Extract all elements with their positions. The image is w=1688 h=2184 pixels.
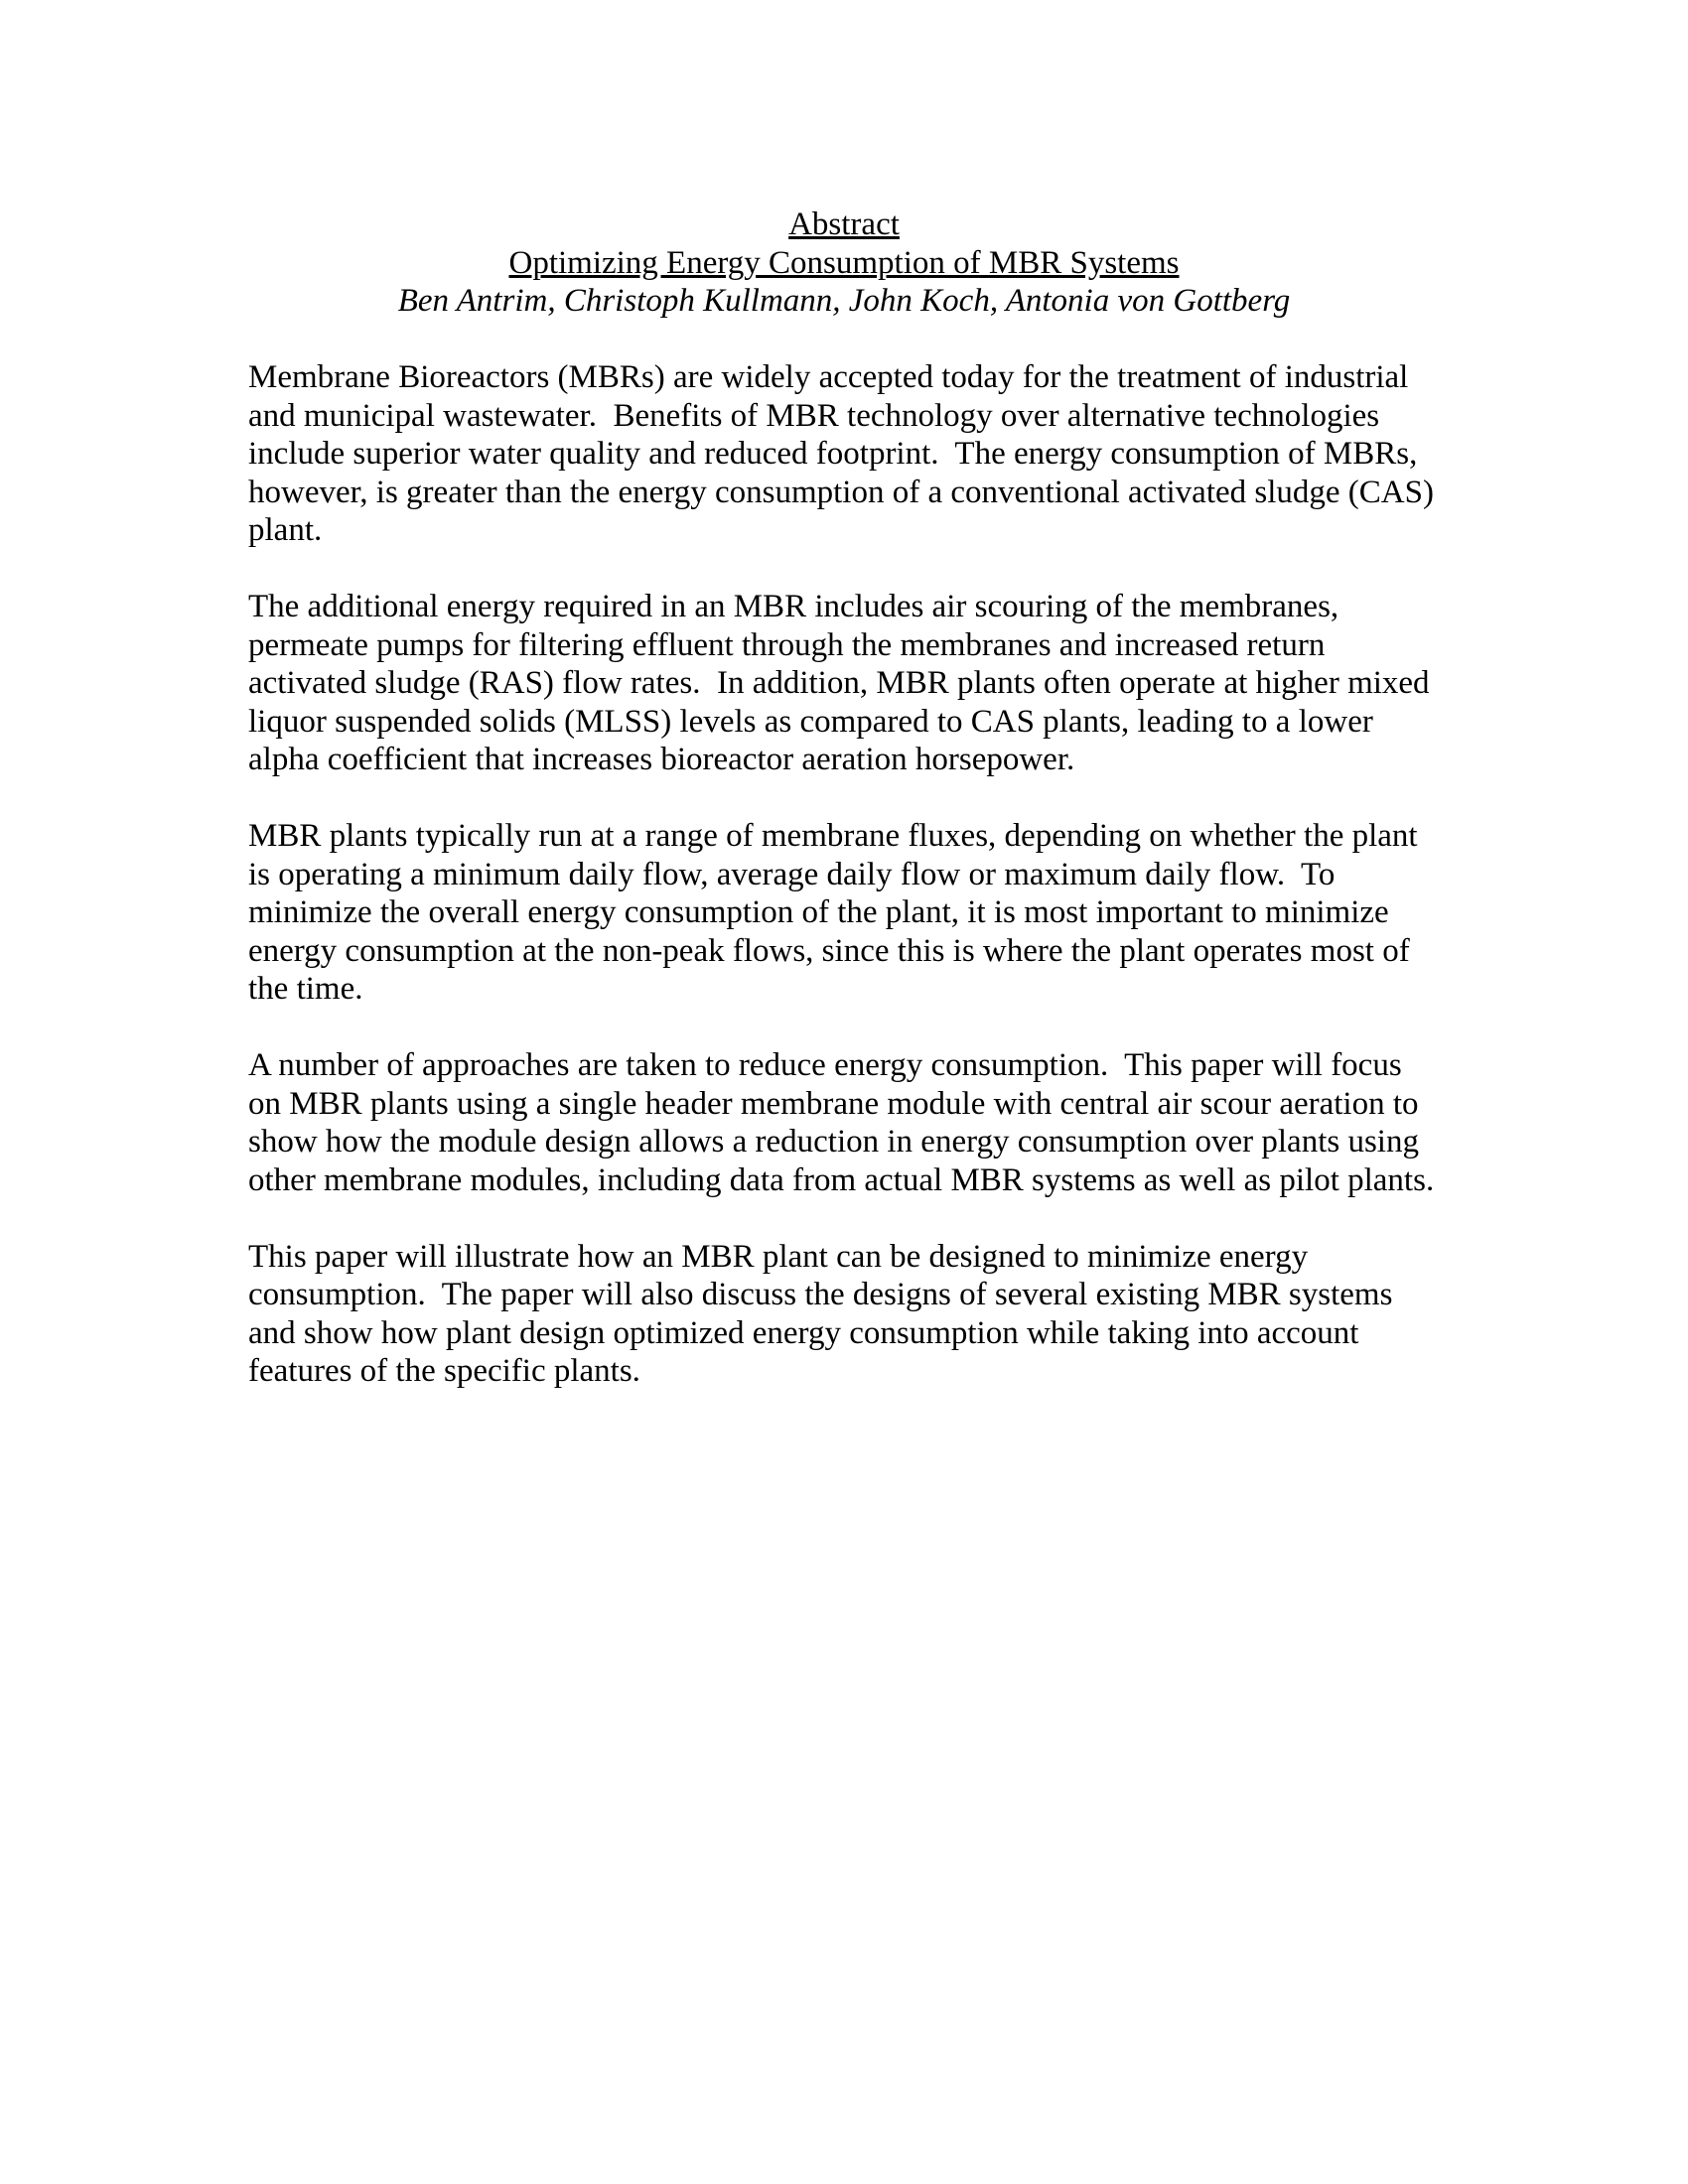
paragraph-2: The additional energy required in an MBR includes air scouring of the membranes, permeate pumps for filtering effluent through the membranes and increased return activated sludge (RAS) flow rates. In addition, MBR plants often operate at higher mixed liquor suspended solids (MLSS) levels as compared to CAS plants, leading to a lower alpha coefficient that increases bioreactor aeration horsepower. [248,589,1438,777]
section-label: Abstract [788,206,900,242]
paragraph-4: A number of approaches are taken to reduce energy consumption. This paper will focus on MBR plants using a single header membrane module with central air scour aeration to show how the module design allows a reduction in energy consumption over plants using other membrane modules, including data from actual MBR systems as well as pilot plants. [248,1047,1435,1198]
abstract-body [248,358,1443,1391]
paragraph-5: This paper will illustrate how an MBR plant can be designed to minimize energy consumption. The paper will also discuss the designs of several existing MBR systems and show how plant design optimized energy consumption while taking into account features of the specific plants. [248,1238,1401,1389]
paragraph-1: Membrane Bioreactors (MBRs) are widely accepted today for the treatment of industrial and municipal wastewater. Benefits of MBR technology over alternative technologies include superior water quality and reduced footprint. The energy consumption of MBRs, however, is greater than the energy consumption of a conventional activated sludge (CAS) plant. [248,359,1443,548]
abstract-heading [248,205,1440,321]
author-line: Ben Antrim, Christoph Kullmann, John Koch, Antonia von Gottberg [397,283,1291,319]
paragraph-3: MBR plants typically run at a range of membrane fluxes, depending on whether the plant is operating a minimum daily flow, average daily flow or maximum daily flow. To minimize the overall energy consumption of the plant, it is most important to minimize energy consumption at the non-peak flows, since this is where the plant operates most of the time. [248,818,1426,1007]
paper-title: Optimizing Energy Consumption of MBR Systems [508,244,1180,281]
